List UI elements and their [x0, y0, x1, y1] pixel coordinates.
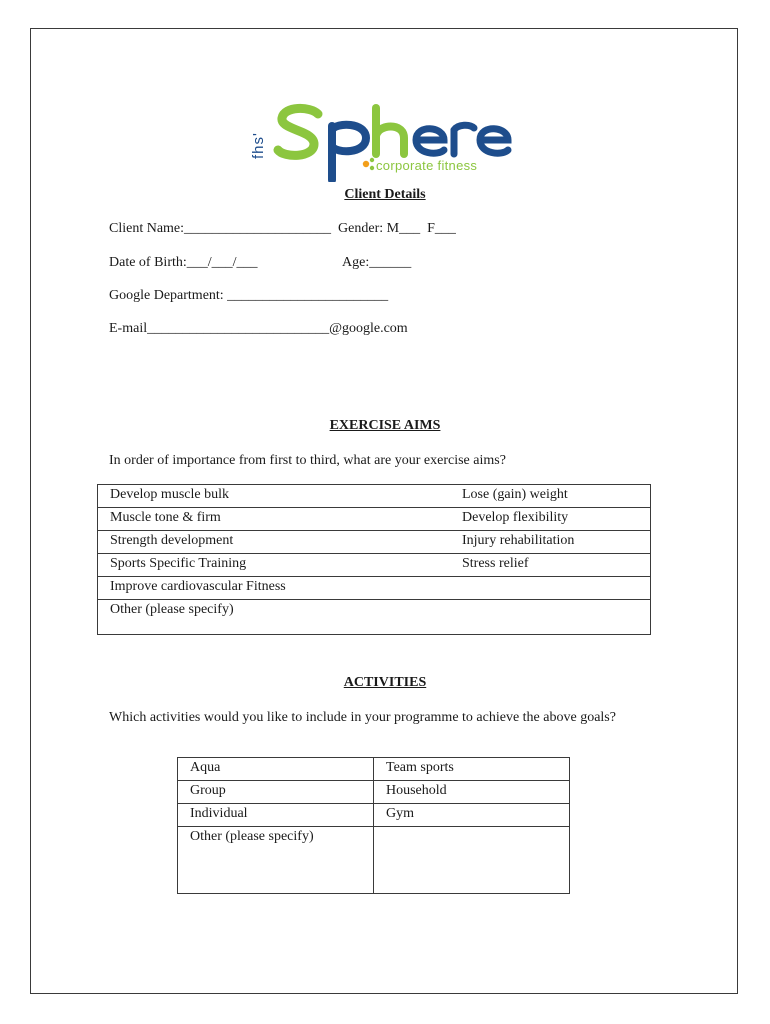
email-line[interactable]: E-mail__________________________@google.com [109, 321, 408, 336]
exercise-aims-heading: EXERCISE AIMS [329, 418, 441, 433]
activity-option[interactable]: Group [178, 781, 374, 804]
aim-option [450, 600, 651, 635]
logo-prefix: fhs' [250, 132, 267, 160]
aim-option[interactable]: Improve cardiovascular Fitness [98, 577, 451, 600]
exercise-aims-table [97, 484, 651, 635]
aim-option[interactable]: Stress relief [450, 554, 651, 577]
activity-option[interactable]: Gym [374, 804, 570, 827]
activity-option[interactable] [374, 827, 570, 894]
age-line[interactable]: Age:______ [342, 255, 412, 270]
table-row [98, 577, 651, 600]
table-row [98, 485, 651, 508]
aim-option-other[interactable]: Other (please specify) [98, 600, 451, 635]
table-row [98, 531, 651, 554]
aim-option [450, 577, 651, 600]
dob-line[interactable]: Date of Birth:___/___/___ [109, 255, 258, 270]
table-row [178, 758, 570, 781]
aim-option[interactable]: Strength development [98, 531, 451, 554]
table-row [98, 508, 651, 531]
aim-option[interactable]: Sports Specific Training [98, 554, 451, 577]
department-line[interactable]: Google Department: _______________________ [109, 288, 389, 303]
client-name-gender-line[interactable]: Client Name:_____________________ Gender: M___ F___ [109, 221, 456, 236]
sphere-logo [250, 100, 520, 182]
table-row [178, 827, 570, 894]
aim-option[interactable]: Develop muscle bulk [98, 485, 451, 508]
activity-option-other[interactable]: Other (please specify) [178, 827, 374, 894]
activity-option[interactable]: Team sports [374, 758, 570, 781]
activity-option[interactable]: Individual [178, 804, 374, 827]
table-row [178, 804, 570, 827]
exercise-aims-question: In order of importance from first to third, what are your exercise aims? [109, 453, 506, 468]
aim-option[interactable]: Injury rehabilitation [450, 531, 651, 554]
table-row [98, 554, 651, 577]
logo-tagline: corporate fitness [376, 158, 478, 173]
client-details-heading: Client Details [344, 187, 426, 202]
table-row [98, 600, 651, 635]
activity-option[interactable]: Household [374, 781, 570, 804]
activities-table [177, 757, 570, 894]
aim-option[interactable]: Lose (gain) weight [450, 485, 651, 508]
activities-question: Which activities would you like to include in your programme to achieve the above goals? [109, 710, 616, 725]
table-row [178, 781, 570, 804]
activity-option[interactable]: Aqua [178, 758, 374, 781]
activities-heading: ACTIVITIES [343, 675, 427, 690]
aim-option[interactable]: Muscle tone & firm [98, 508, 451, 531]
aim-option[interactable]: Develop flexibility [450, 508, 651, 531]
